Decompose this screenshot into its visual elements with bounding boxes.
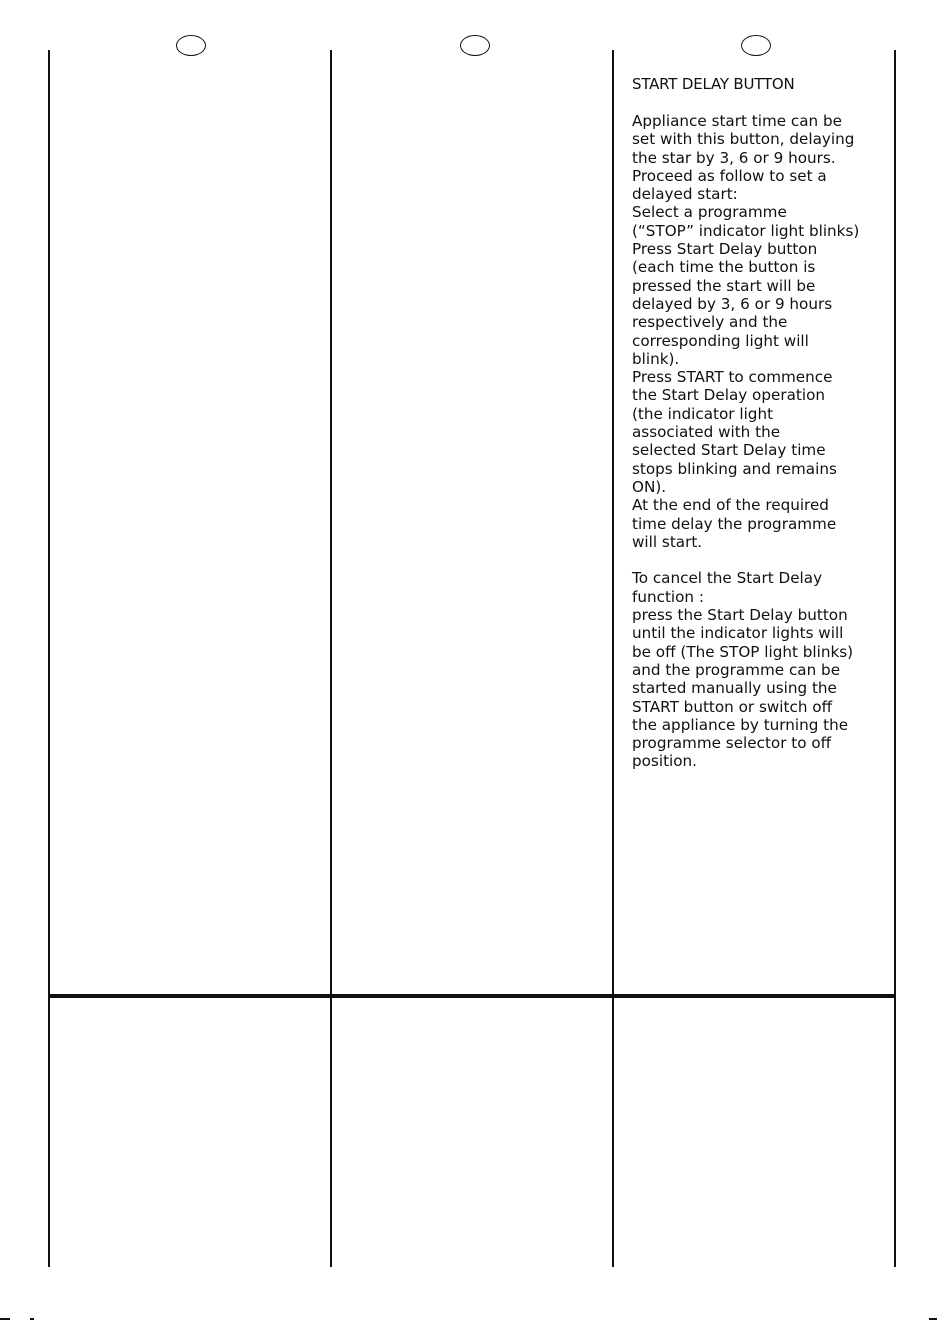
- body-line: will start.: [632, 532, 703, 551]
- cancel-line: position.: [632, 752, 697, 771]
- column-rule-right: [894, 50, 896, 1267]
- body-line: the star by 3, 6 or 9 hours.: [632, 148, 836, 167]
- body-line: (“STOP” indicator light blinks): [632, 221, 860, 240]
- cancel-line: programme selector to off: [632, 734, 832, 753]
- cancel-line: until the indicator lights will: [632, 624, 844, 643]
- section-heading: START DELAY BUTTON: [632, 75, 795, 93]
- body-line: At the end of the required: [632, 496, 829, 515]
- instructions-body: [632, 112, 887, 551]
- body-line: (the indicator light: [632, 404, 774, 423]
- body-line: selected Start Delay time: [632, 441, 826, 460]
- body-line: Press START to commence: [632, 368, 833, 387]
- body-line: associated with the: [632, 423, 781, 442]
- crop-mark-left: [0, 1318, 10, 1320]
- cancel-line: be off (The STOP light blinks): [632, 642, 854, 661]
- cancel-line: started manually using the: [632, 679, 837, 698]
- body-line: the Start Delay operation: [632, 386, 825, 405]
- body-line: delayed by 3, 6 or 9 hours: [632, 294, 833, 313]
- start-delay-section: [632, 74, 887, 771]
- cancel-line: START button or switch off: [632, 697, 833, 716]
- body-line: respectively and the: [632, 313, 788, 332]
- column-rule-center-left: [330, 50, 332, 1267]
- body-line: Press Start Delay button: [632, 240, 818, 259]
- body-line: time delay the programme: [632, 514, 837, 533]
- cancel-line: To cancel the Start Delay: [632, 569, 823, 588]
- body-line: (each time the button is: [632, 258, 816, 277]
- column-rule-center-right: [612, 50, 614, 1267]
- cancel-line: function :: [632, 587, 704, 606]
- body-line: pressed the start will be: [632, 276, 816, 295]
- cancel-line: press the Start Delay button: [632, 606, 848, 625]
- column-rule-left: [48, 50, 50, 1267]
- cancel-line: the appliance by turning the: [632, 715, 849, 734]
- section-divider: [48, 994, 895, 998]
- body-line: blink).: [632, 349, 680, 368]
- crop-mark-left-2: [30, 1318, 34, 1320]
- body-line: set with this button, delaying: [632, 130, 855, 149]
- body-line: stops blinking and remains: [632, 459, 837, 478]
- body-line: ON).: [632, 477, 667, 496]
- language-circle-1: [176, 35, 206, 56]
- body-line: Appliance start time can be: [632, 112, 842, 130]
- crop-mark-right: [929, 1318, 937, 1320]
- language-circle-2: [460, 35, 490, 56]
- cancel-instructions: [632, 569, 887, 770]
- body-line: corresponding light will: [632, 331, 809, 350]
- body-line: Proceed as follow to set a: [632, 166, 827, 185]
- body-line: Select a programme: [632, 203, 787, 222]
- cancel-line: and the programme can be: [632, 660, 841, 679]
- paragraph-gap: [632, 551, 887, 569]
- language-circle-3: [741, 35, 771, 56]
- body-line: delayed start:: [632, 185, 738, 204]
